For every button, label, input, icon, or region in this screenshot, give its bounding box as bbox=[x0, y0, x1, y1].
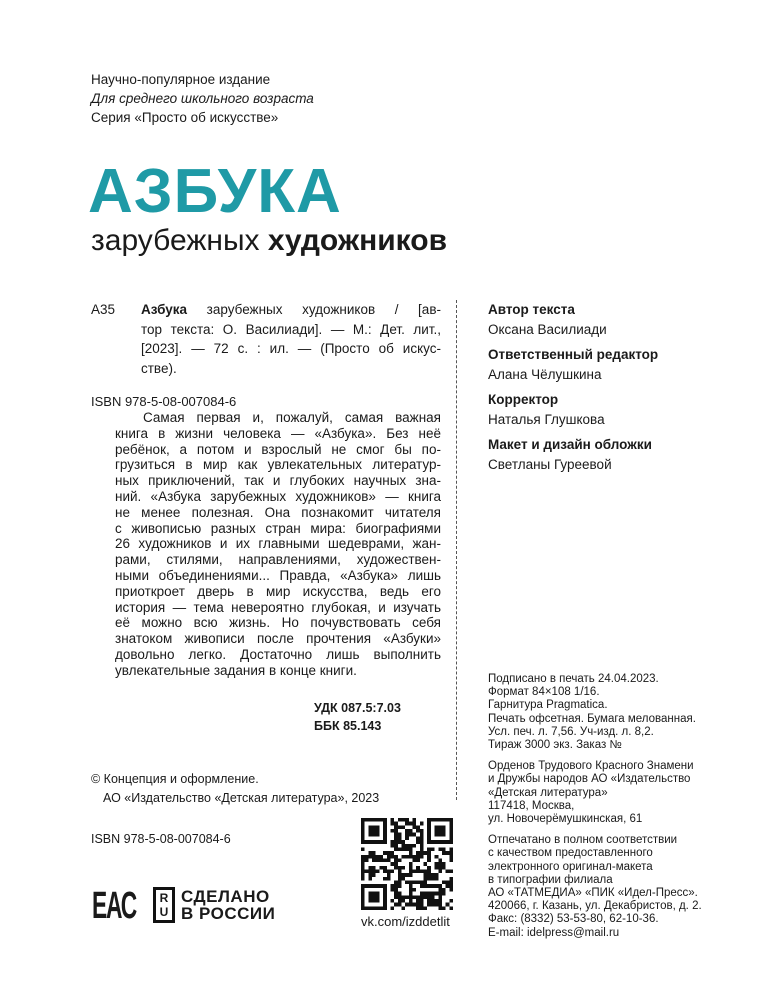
annotation-line: не менее полезная. Она познакомит читателя bbox=[115, 504, 441, 520]
annotation-line: приоткроет дверь в мир искусства, ведь его bbox=[115, 583, 441, 599]
annotation-line: ными объединениями... Правда, «Азбука» лишь bbox=[115, 567, 441, 583]
eac-logo: ЕАС bbox=[92, 885, 136, 927]
annotation-line: рами, стилями, направлениями, художествен- bbox=[115, 552, 441, 568]
isbn: ISBN 978-5-08-007084-6 bbox=[91, 394, 237, 409]
imprint-line: АО «ТАТМЕДИА» «ПИК «Идел-Пресс». bbox=[488, 887, 698, 900]
imprint-line: E-mail: idelpress@mail.ru bbox=[488, 926, 620, 939]
ru-letter: R bbox=[159, 891, 169, 905]
copyright-line: АО «Издательство «Детская литература», 2023 bbox=[103, 791, 380, 805]
imprint-line: Подписано в печать 24.04.2023. bbox=[488, 673, 659, 685]
made-line: СДЕЛАНО bbox=[181, 887, 270, 906]
imprint-line: и Дружбы народов АО «Издательство bbox=[488, 773, 691, 786]
classification bbox=[314, 699, 401, 735]
series-header bbox=[91, 70, 314, 127]
annotation-line: знатоком живописи после прочтения «Азбуки» bbox=[115, 631, 441, 647]
annotation-line: с живописью разных стран мира: биографиями bbox=[115, 520, 441, 536]
imprint-line: Отпечатано в полном соответствии bbox=[488, 834, 678, 847]
imprint-line: в типографии филиала bbox=[488, 873, 613, 886]
credit-role: Ответственный редактор bbox=[488, 347, 659, 362]
age-group: Для среднего школьного возраста bbox=[91, 91, 314, 106]
imprint-line: Печать офсетная. Бумага мелованная. bbox=[488, 712, 696, 725]
made-in-russia-logo bbox=[153, 887, 275, 923]
imprint bbox=[488, 673, 702, 948]
catalog-line: [2023]. — 72 с. : ил. — (Просто об искус- bbox=[141, 341, 441, 356]
isbn-bottom: ISBN 978-5-08-007084-6 bbox=[91, 832, 231, 846]
annotation-line: увлекательные задания в конце книги. bbox=[115, 662, 357, 678]
copyright bbox=[91, 770, 379, 849]
catalog-bold-word: Азбука bbox=[141, 302, 188, 317]
catalog-line-rest: зарубежных художников / [ав- bbox=[206, 302, 441, 317]
catalog-line: стве). bbox=[141, 360, 177, 376]
column-divider bbox=[456, 300, 457, 800]
annotation-line: довольно легко. Достаточно лишь выполнить bbox=[115, 646, 441, 662]
series-name: Серия «Просто об искусстве» bbox=[91, 110, 279, 125]
credit-name: Алана Чёлушкина bbox=[488, 366, 602, 382]
copyright-line: © Концепция и оформление. bbox=[91, 772, 259, 786]
catalog-entry bbox=[91, 300, 441, 412]
annotation-line: 26 художников и их главными шедеврами, жан- bbox=[115, 536, 441, 552]
imprint-line: Усл. печ. л. 7,56. Уч-изд. л. 8,2. bbox=[488, 725, 654, 738]
publisher-address bbox=[488, 760, 702, 826]
credit-role: Автор текста bbox=[488, 302, 575, 317]
vk-link[interactable]: vk.com/izddetlit bbox=[361, 914, 450, 929]
annotation-line: книга в жизни человека — «Азбука». Без неё bbox=[115, 425, 441, 441]
annotation-line: ний. «Азбука зарубежных художников» — книга bbox=[115, 488, 441, 504]
imprint-line: Факс: (8332) 53-53-80, 62-10-36. bbox=[488, 913, 659, 926]
udk: УДК 087.5:7.03 bbox=[314, 701, 401, 715]
credit-role: Макет и дизайн обложки bbox=[488, 437, 652, 452]
annotation-line: история — тема невероятно глубокая, и изучать bbox=[115, 599, 441, 615]
credit-name: Светланы Гуреевой bbox=[488, 456, 612, 472]
imprint-line: 117418, Москва, bbox=[488, 799, 575, 812]
imprint-line: ул. Новочерёмушкинская, 61 bbox=[488, 813, 643, 826]
credit-name: Наталья Глушкова bbox=[488, 411, 605, 427]
subtitle-bold: художников bbox=[267, 224, 448, 257]
annotation-line: грузиться в мир как увлекательных литератур- bbox=[115, 457, 441, 473]
imprint-line: 420066, г. Казань, ул. Декабристов, д. 2. bbox=[488, 900, 702, 913]
print-details bbox=[488, 673, 702, 752]
credit-name: Оксана Василиади bbox=[488, 321, 607, 337]
qr-code[interactable] bbox=[361, 818, 453, 910]
ru-box-icon bbox=[153, 887, 175, 923]
catalog-line bbox=[141, 300, 441, 320]
imprint-line: с качеством предоставленного bbox=[488, 847, 653, 860]
annotation-line: Самая первая и, пожалуй, самая важная bbox=[143, 410, 441, 425]
subtitle-regular: зарубежных bbox=[91, 224, 268, 257]
credit-role: Корректор bbox=[488, 392, 559, 407]
imprint-line: электронного оригинал-макета bbox=[488, 860, 653, 873]
annotation-line: ребёнок, а потом и взрослый не смог бы по- bbox=[115, 441, 441, 457]
imprint-line: Орденов Трудового Красного Знамени bbox=[488, 760, 694, 773]
edition-type: Научно-популярное издание bbox=[91, 72, 271, 87]
annotation-line: ных приключений, так и глубоких научных зна- bbox=[115, 473, 441, 489]
credits bbox=[488, 300, 658, 478]
book-title: АЗБУКА bbox=[88, 157, 342, 226]
made-line: В РОССИИ bbox=[181, 904, 276, 923]
catalog-line: тор текста: О. Василиади]. — М.: Дет. лит., bbox=[141, 321, 441, 337]
imprint-line: «Детская литература» bbox=[488, 786, 608, 799]
imprint-line: Тираж 3000 экз. Заказ № bbox=[488, 739, 622, 752]
catalog-code: А35 bbox=[91, 302, 116, 317]
imprint-line: Гарнитура Pragmatica. bbox=[488, 699, 608, 712]
bbk: ББК 85.143 bbox=[314, 719, 382, 733]
printer-info bbox=[488, 834, 702, 940]
imprint-line: Формат 84×108 1/16. bbox=[488, 686, 600, 699]
book-subtitle bbox=[91, 223, 447, 259]
ru-letter: U bbox=[159, 905, 169, 919]
annotation-line: её можно всю жизнь. Но почувствовать себя bbox=[115, 615, 441, 631]
annotation bbox=[115, 410, 441, 679]
